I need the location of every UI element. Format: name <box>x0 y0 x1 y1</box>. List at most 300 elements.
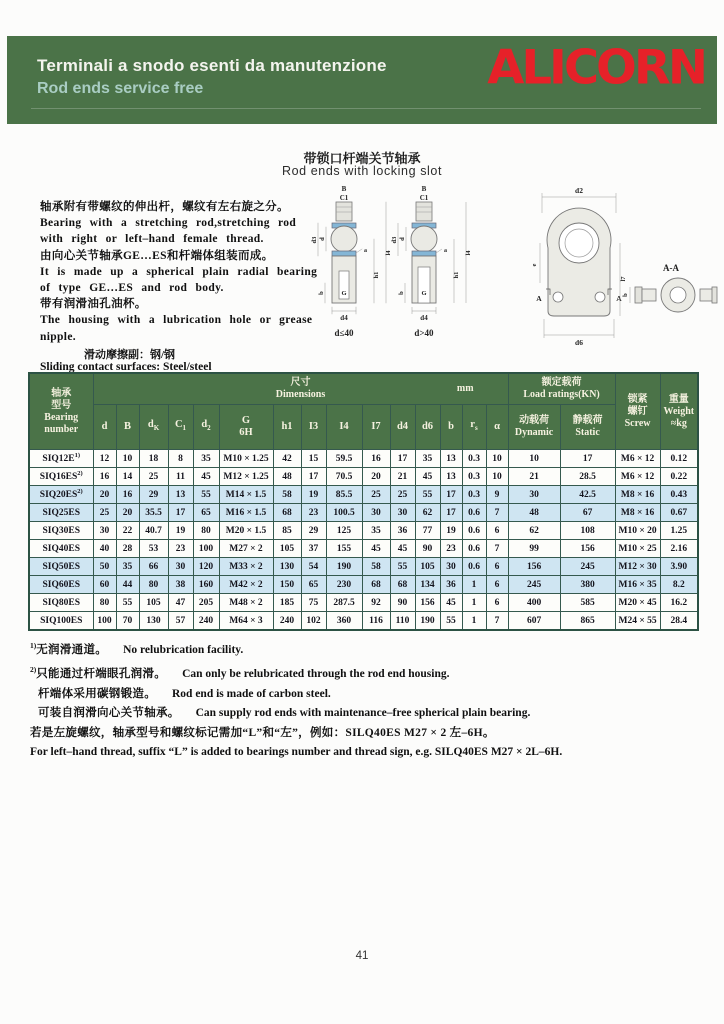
value-cell: 7 <box>486 504 508 522</box>
value-cell: 85 <box>273 522 301 540</box>
value-cell: 75 <box>301 594 326 612</box>
value-cell: 55 <box>390 558 415 576</box>
value-cell: 68 <box>390 576 415 594</box>
value-cell: 1 <box>462 594 486 612</box>
value-cell: M33 × 2 <box>219 558 273 576</box>
value-cell: 77 <box>415 522 440 540</box>
value-cell: 20 <box>116 504 139 522</box>
value-cell: 80 <box>193 522 219 540</box>
value-cell: 16 <box>116 486 139 504</box>
value-cell: 0.6 <box>462 504 486 522</box>
dim-label-b: b <box>318 291 325 295</box>
value-cell: 205 <box>193 594 219 612</box>
value-cell: 20 <box>362 468 390 486</box>
bearing-number-cell: SIQ50ES <box>29 558 93 576</box>
dynamic-zh: 动载荷 <box>519 415 550 426</box>
dim-label-a: a <box>444 248 447 254</box>
bearing-number-cell: SIQ100ES <box>29 612 93 631</box>
dim-label-C1: C1 <box>339 194 349 202</box>
section-arrow-A-right: A <box>616 294 622 303</box>
value-cell: 48 <box>273 468 301 486</box>
value-cell: 130 <box>139 612 168 631</box>
value-cell: 21 <box>390 468 415 486</box>
bearing-ball <box>411 226 437 252</box>
value-cell: 55 <box>193 486 219 504</box>
value-cell: 360 <box>326 612 362 631</box>
value-cell: 23 <box>301 504 326 522</box>
value-cell: 230 <box>326 576 362 594</box>
dim-label-d4: d4 <box>420 314 428 322</box>
value-cell: 65 <box>193 504 219 522</box>
value-cell: 54 <box>301 558 326 576</box>
bearing-header-en1: Bearing <box>44 411 79 423</box>
value-cell: 45 <box>193 468 219 486</box>
value-cell: 7 <box>486 612 508 631</box>
value-cell: 25 <box>139 468 168 486</box>
value-cell: 30 <box>93 522 116 540</box>
footnote: $^{1)}$无润滑通道。 No relubrication facility. <box>30 641 244 656</box>
value-cell: M6 × 12 <box>615 450 660 468</box>
value-cell: 10 <box>486 468 508 486</box>
value-cell: 37 <box>301 540 326 558</box>
weight-header-zh: 重量 <box>668 393 689 405</box>
value-cell: M64 × 3 <box>219 612 273 631</box>
bearing-number-cell: SIQ16ES$^{2)}$ <box>29 468 93 486</box>
value-cell: M48 × 2 <box>219 594 273 612</box>
page-number: 41 <box>355 950 369 962</box>
value-cell: 2.16 <box>660 540 698 558</box>
footnotes-block <box>30 636 680 763</box>
value-cell: 57 <box>168 612 193 631</box>
value-cell: 19 <box>168 522 193 540</box>
description-line: of type GE…ES and rod body. <box>40 282 224 295</box>
value-cell: 42 <box>273 450 301 468</box>
value-cell: 380 <box>560 576 615 594</box>
table-row <box>29 540 698 558</box>
value-cell: 48 <box>508 504 560 522</box>
static-zh: 静载荷 <box>572 415 603 426</box>
value-cell: 6 <box>486 576 508 594</box>
column-header-d4: d4 <box>390 405 415 450</box>
value-cell: 50 <box>93 558 116 576</box>
value-cell: 35 <box>415 450 440 468</box>
bearing-header-zh1: 轴承 <box>51 387 72 399</box>
column-header-b: b <box>440 405 462 450</box>
column-header-α: α <box>486 405 508 450</box>
bearing-number-cell: SIQ25ES <box>29 504 93 522</box>
value-cell: 16 <box>362 450 390 468</box>
bearing-number-cell: SIQ30ES <box>29 522 93 540</box>
value-cell: 13 <box>440 468 462 486</box>
value-cell: 68 <box>273 504 301 522</box>
value-cell: 68 <box>362 576 390 594</box>
value-cell: 6 <box>486 558 508 576</box>
value-cell: 0.12 <box>660 450 698 468</box>
value-cell: 0.67 <box>660 504 698 522</box>
column-header-b: B <box>116 405 139 450</box>
dim-label-d: d <box>319 237 326 241</box>
value-cell: 66 <box>139 558 168 576</box>
bearing-number-cell: $SIQ12E^{1)}$ <box>29 450 93 468</box>
value-cell: 585 <box>560 594 615 612</box>
bearing-number-cell: SIQ40ES <box>29 540 93 558</box>
value-cell: 15 <box>301 450 326 468</box>
column-group-dimensions <box>93 373 508 405</box>
bearing-number-cell: SIQ60ES <box>29 576 93 594</box>
value-cell: 36 <box>440 576 462 594</box>
value-cell: 40.7 <box>139 522 168 540</box>
table-row <box>29 558 698 576</box>
value-cell: 110 <box>390 612 415 631</box>
value-cell: 80 <box>139 576 168 594</box>
value-cell: 18 <box>139 450 168 468</box>
description-line: 带有润滑油孔油杯。 <box>40 298 147 311</box>
value-cell: 160 <box>193 576 219 594</box>
value-cell: 8 <box>168 450 193 468</box>
value-cell: 17 <box>440 486 462 504</box>
value-cell: 92 <box>362 594 390 612</box>
dim-label-h1: h1 <box>453 271 460 279</box>
dim-label-d2: d2 <box>575 186 583 195</box>
value-cell: 55 <box>440 612 462 631</box>
value-cell: 10 <box>486 450 508 468</box>
screw-header-en: Screw <box>624 417 651 429</box>
value-cell: 44 <box>116 576 139 594</box>
footnote: 可装自润滑向心关节轴承。 Can supply rod ends with maintenance–free spherical plain bearing. <box>38 707 531 720</box>
value-cell: M10 × 1.25 <box>219 450 273 468</box>
description-line: nipple. <box>40 330 77 343</box>
value-cell: 21 <box>508 468 560 486</box>
value-cell: 28.4 <box>660 612 698 631</box>
dim-label-l4: l4 <box>465 250 472 256</box>
value-cell: 99 <box>508 540 560 558</box>
value-cell: 70 <box>116 612 139 631</box>
value-cell: 134 <box>415 576 440 594</box>
column-header-rs: $r_s$ <box>462 405 486 450</box>
value-cell: M12 × 30 <box>615 558 660 576</box>
value-cell: 45 <box>415 468 440 486</box>
value-cell: M6 × 12 <box>615 468 660 486</box>
value-cell: 13 <box>168 486 193 504</box>
section-title-zh: 带锁口杆端关节轴承 <box>303 151 421 166</box>
value-cell: 45 <box>390 540 415 558</box>
value-cell: 80 <box>93 594 116 612</box>
value-cell: 30 <box>362 504 390 522</box>
dim-label-d3: d3 <box>391 236 398 244</box>
value-cell: 42.5 <box>560 486 615 504</box>
value-cell: 1.25 <box>660 522 698 540</box>
column-header-g: G 6H <box>219 405 273 450</box>
value-cell: M16 × 1.5 <box>219 504 273 522</box>
value-cell: 0.22 <box>660 468 698 486</box>
value-cell: 156 <box>508 558 560 576</box>
value-cell: 45 <box>440 594 462 612</box>
table-row <box>29 576 698 594</box>
weight-header-unit: ≈kg <box>670 417 687 429</box>
value-cell: 125 <box>326 522 362 540</box>
value-cell: 105 <box>273 540 301 558</box>
column-header-d: d <box>93 405 116 450</box>
value-cell: 17 <box>560 450 615 468</box>
value-cell: 3.90 <box>660 558 698 576</box>
description-line: Bearing with a stretching rod,stretching rod <box>40 217 297 230</box>
footnote: 杆端体采用碳钢锻造。 Rod end is made of carbon steel. <box>38 687 331 700</box>
description-line: The housing with a lubrication hole or grease <box>40 314 313 327</box>
dim-label-d4: d4 <box>340 314 348 322</box>
value-cell: 35 <box>193 450 219 468</box>
footnote: $^{2)}$只能通过杆端眼孔润滑。 Can only be relubricated through the rod end housing. <box>30 665 450 681</box>
value-cell: 35 <box>116 558 139 576</box>
value-cell: 16 <box>93 468 116 486</box>
column-header-dk: $d_K$ <box>139 405 168 450</box>
value-cell: 100 <box>93 612 116 631</box>
value-cell: 16.2 <box>660 594 698 612</box>
value-cell: 9 <box>486 486 508 504</box>
description-line: with right or left–hand female thread. <box>40 233 264 246</box>
value-cell: 19 <box>440 522 462 540</box>
dim-label-B: B <box>421 185 427 193</box>
value-cell: 17 <box>390 450 415 468</box>
value-cell: 0.6 <box>462 558 486 576</box>
table-row <box>29 504 698 522</box>
value-cell: 25 <box>362 486 390 504</box>
banner-title-english: Rod ends service free <box>37 80 204 97</box>
banner-divider <box>31 108 701 109</box>
clamp-bolt-hole <box>553 292 563 302</box>
load-group-en: Load ratings(KN) <box>523 389 600 400</box>
section-view <box>622 263 717 312</box>
value-cell: 55 <box>415 486 440 504</box>
column-header-dynamic <box>508 405 560 450</box>
bearing-header-en2: number <box>44 423 79 435</box>
seal-ring-lower <box>332 251 356 256</box>
value-cell: 108 <box>560 522 615 540</box>
dims-group-en: Dimensions <box>275 389 326 400</box>
value-cell: 30 <box>508 486 560 504</box>
sliding-contact-zh: 滑动摩擦副：钢/钢 <box>84 349 176 361</box>
bearing-header-zh2: 型号 <box>51 399 72 411</box>
value-cell: 17 <box>440 504 462 522</box>
value-cell: 12 <box>93 450 116 468</box>
value-cell: 13 <box>440 450 462 468</box>
value-cell: 20 <box>93 486 116 504</box>
table-row <box>29 612 698 631</box>
value-cell: M20 × 45 <box>615 594 660 612</box>
value-cell: 6 <box>486 594 508 612</box>
value-cell: 245 <box>508 576 560 594</box>
column-header-static <box>560 405 615 450</box>
value-cell: 65 <box>301 576 326 594</box>
dim-label-d3: d3 <box>311 236 318 244</box>
column-header-screw <box>615 373 660 450</box>
value-cell: 1 <box>462 612 486 631</box>
table-row <box>29 450 698 468</box>
value-cell: 19 <box>301 486 326 504</box>
value-cell: 1 <box>462 576 486 594</box>
value-cell: 116 <box>362 612 390 631</box>
dim-label-e: e <box>531 263 538 267</box>
value-cell: 8.2 <box>660 576 698 594</box>
dim-label-C1: C1 <box>419 194 429 202</box>
technical-drawings <box>298 183 718 351</box>
value-cell: 25 <box>390 486 415 504</box>
bearing-ball <box>331 226 357 252</box>
value-cell: 10 <box>508 450 560 468</box>
value-cell: 105 <box>415 558 440 576</box>
caption-d-large: d>40 <box>414 328 434 338</box>
bearing-number-cell: SIQ80ES <box>29 594 93 612</box>
value-cell: 190 <box>415 612 440 631</box>
column-header-i4: I4 <box>326 405 362 450</box>
footnote: For left–hand thread, suffix “L” is added to bearings number and thread sign, e.g. SILQ40ES M27 × 2L–6H. <box>30 746 563 759</box>
value-cell: M27 × 2 <box>219 540 273 558</box>
value-cell: 240 <box>273 612 301 631</box>
value-cell: 0.6 <box>462 522 486 540</box>
dim-label-d: d <box>399 237 406 241</box>
side-view-large <box>391 185 472 338</box>
value-cell: 190 <box>326 558 362 576</box>
value-cell: 6 <box>486 522 508 540</box>
value-cell: 60 <box>93 576 116 594</box>
value-cell: 0.3 <box>462 468 486 486</box>
column-header-h1: h1 <box>273 405 301 450</box>
value-cell: 59.5 <box>326 450 362 468</box>
value-cell: 62 <box>415 504 440 522</box>
value-cell: 865 <box>560 612 615 631</box>
value-cell: 100 <box>193 540 219 558</box>
dim-label-B: B <box>341 185 347 193</box>
value-cell: 607 <box>508 612 560 631</box>
column-group-load-ratings <box>508 373 615 405</box>
value-cell: 28 <box>116 540 139 558</box>
value-cell: 90 <box>390 594 415 612</box>
value-cell: 287.5 <box>326 594 362 612</box>
specification-table <box>28 372 699 631</box>
table-row <box>29 522 698 540</box>
dims-group-zh: 尺寸 <box>290 377 311 388</box>
value-cell: 30 <box>390 504 415 522</box>
value-cell: 25 <box>93 504 116 522</box>
weight-header-en: Weight <box>663 405 695 417</box>
dims-unit-mm: mm <box>456 383 474 394</box>
value-cell: 40 <box>93 540 116 558</box>
value-cell: 17 <box>168 504 193 522</box>
value-cell: 7 <box>486 540 508 558</box>
alicorn-logo: ALICORN <box>487 40 705 96</box>
clamp-bolt-hole <box>595 292 605 302</box>
value-cell: 150 <box>273 576 301 594</box>
value-cell: 35.5 <box>139 504 168 522</box>
value-cell: 62 <box>508 522 560 540</box>
value-cell: 245 <box>560 558 615 576</box>
value-cell: 90 <box>415 540 440 558</box>
value-cell: 29 <box>301 522 326 540</box>
value-cell: 36 <box>390 522 415 540</box>
value-cell: M10 × 25 <box>615 540 660 558</box>
value-cell: 30 <box>168 558 193 576</box>
banner-title-italian: Terminali a snodo esenti da manutenzione <box>37 56 387 75</box>
value-cell: 58 <box>273 486 301 504</box>
value-cell: 130 <box>273 558 301 576</box>
footnote: 若是左旋螺纹，轴承型号和螺纹标记需加“L”和“左”，例如：SILQ40ES M27 × 2 左–6H。 <box>30 726 495 739</box>
description-line: 轴承附有带螺纹的伸出杆，螺纹有左右旋之分。 <box>40 201 289 213</box>
column-header-weight <box>660 373 698 450</box>
column-header-i3: I3 <box>301 405 326 450</box>
value-cell: 11 <box>168 468 193 486</box>
dim-label-G: G <box>341 290 347 297</box>
dim-label-a: a <box>364 248 367 254</box>
value-cell: M8 × 16 <box>615 504 660 522</box>
dim-label-l7: l7 <box>620 276 627 282</box>
value-cell: M20 × 1.5 <box>219 522 273 540</box>
dim-label-b: b <box>398 291 405 295</box>
value-cell: M42 × 2 <box>219 576 273 594</box>
seal-ring-lower <box>412 251 436 256</box>
value-cell: M8 × 16 <box>615 486 660 504</box>
table-row <box>29 486 698 504</box>
value-cell: 102 <box>301 612 326 631</box>
value-cell: 156 <box>415 594 440 612</box>
value-cell: 105 <box>139 594 168 612</box>
value-cell: M10 × 20 <box>615 522 660 540</box>
value-cell: 0.3 <box>462 486 486 504</box>
screw-header-zh2: 螺钉 <box>627 405 648 417</box>
dim-label-d6: d6 <box>575 338 583 347</box>
value-cell: 30 <box>440 558 462 576</box>
value-cell: 400 <box>508 594 560 612</box>
value-cell: M12 × 1.25 <box>219 468 273 486</box>
value-cell: 240 <box>193 612 219 631</box>
page-banner <box>7 36 717 124</box>
value-cell: 0.6 <box>462 540 486 558</box>
value-cell: 0.3 <box>462 450 486 468</box>
value-cell: 120 <box>193 558 219 576</box>
column-header-bearing-number <box>29 373 93 450</box>
column-header-i7: I7 <box>362 405 390 450</box>
description-line: It is made up a spherical plain radial bearing <box>40 265 318 278</box>
value-cell: M14 × 1.5 <box>219 486 273 504</box>
value-cell: 85.5 <box>326 486 362 504</box>
dim-label-G: G <box>421 290 427 297</box>
value-cell: 29 <box>139 486 168 504</box>
value-cell: 53 <box>139 540 168 558</box>
value-cell: 38 <box>168 576 193 594</box>
value-cell: 22 <box>116 522 139 540</box>
screw-header-zh1: 锁紧 <box>627 393 648 405</box>
value-cell: 0.43 <box>660 486 698 504</box>
column-header-d2: $d_2$ <box>193 405 219 450</box>
value-cell: 185 <box>273 594 301 612</box>
value-cell: 10 <box>116 450 139 468</box>
dim-label-b: b <box>622 293 629 297</box>
value-cell: 55 <box>116 594 139 612</box>
dim-label-l4: l4 <box>385 250 392 256</box>
value-cell: 14 <box>116 468 139 486</box>
value-cell: 35 <box>362 522 390 540</box>
static-en: Static <box>575 427 600 438</box>
value-cell: 70.5 <box>326 468 362 486</box>
load-group-zh: 额定载荷 <box>541 377 582 388</box>
dim-label-h1: h1 <box>373 271 380 279</box>
dynamic-en: Dynamic <box>514 427 554 438</box>
section-view-title: A-A <box>663 263 679 273</box>
section-arrow-A-left: A <box>536 294 542 303</box>
sliding-contact-en: Sliding contact surfaces: Steel/steel <box>40 361 212 373</box>
value-cell: 17 <box>301 468 326 486</box>
value-cell: M24 × 55 <box>615 612 660 631</box>
bearing-number-cell: SIQ20ES$^{2)}$ <box>29 486 93 504</box>
column-header-d6: d6 <box>415 405 440 450</box>
